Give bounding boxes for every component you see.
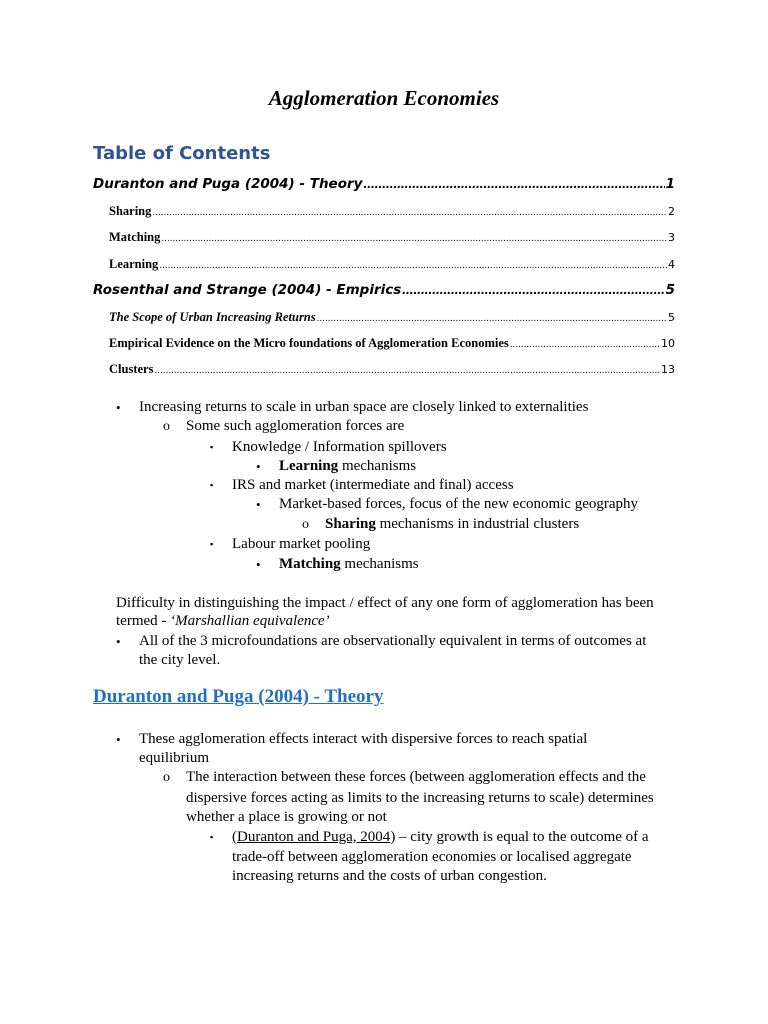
toc-entry-label: Learning bbox=[109, 257, 159, 271]
section-heading-duranton-puga[interactable]: Duranton and Puga (2004) - Theory bbox=[93, 686, 384, 707]
outline-item-text: mechanisms in industrial clusters bbox=[375, 516, 580, 532]
toc-leader-dots bbox=[317, 313, 667, 324]
toc-entry-duranton-puga[interactable] bbox=[93, 176, 675, 192]
paragraph-line: Difficulty in distinguishing the impact / effect of any one form of agglomeration has been bbox=[116, 595, 654, 611]
toc-leader-dots bbox=[363, 176, 664, 191]
outline-item: Market-based forces, focus of the new economic geography bbox=[279, 496, 639, 512]
section-item-line bbox=[232, 828, 649, 847]
bullet-glyph: • bbox=[116, 732, 121, 747]
bullet-glyph: • bbox=[116, 634, 121, 649]
outline-item bbox=[279, 555, 419, 574]
toc-entry-clusters[interactable] bbox=[109, 362, 675, 377]
outline-item: Some such agglomeration forces are bbox=[186, 418, 405, 434]
toc-entry-page: 4 bbox=[668, 258, 675, 271]
bullet-glyph: o bbox=[302, 517, 309, 532]
section-item-text: ) – city growth is equal to the outcome of a bbox=[390, 829, 649, 845]
bullet-glyph: • bbox=[256, 497, 261, 512]
bold-term: Sharing bbox=[325, 516, 376, 532]
toc-entry-matching[interactable] bbox=[109, 230, 675, 245]
toc-entry-learning[interactable] bbox=[109, 257, 675, 272]
bullet-glyph: o bbox=[163, 419, 170, 434]
section-item-line: dispersive forces acting as limits to the increasing returns to scale) determines bbox=[186, 790, 654, 806]
toc-entry-page: 13 bbox=[661, 363, 675, 376]
toc-entry-label: Rosenthal and Strange (2004) - Empirics bbox=[93, 282, 402, 298]
bullet-glyph: ▪ bbox=[210, 480, 214, 490]
outline-item bbox=[325, 515, 579, 534]
section-item-line: trade-off between agglomeration economies or localised aggregate bbox=[232, 849, 632, 865]
section-item-line: increasing returns and the costs of urban congestion. bbox=[232, 868, 547, 884]
toc-entry-page: 5 bbox=[668, 311, 675, 324]
toc-entry-label: Matching bbox=[109, 230, 161, 244]
outline-item: Increasing returns to scale in urban space are closely linked to externalities bbox=[139, 399, 589, 415]
outline-item: IRS and market (intermediate and final) access bbox=[232, 477, 514, 493]
toc-entry-page: 10 bbox=[661, 337, 675, 350]
bold-term: Matching bbox=[279, 556, 341, 572]
bullet-glyph: ▪ bbox=[210, 442, 214, 452]
toc-entry-label: Duranton and Puga (2004) - Theory bbox=[93, 176, 363, 192]
toc-leader-dots bbox=[510, 339, 660, 350]
toc-leader-dots bbox=[402, 282, 664, 297]
toc-entry-empirical-evidence[interactable] bbox=[109, 336, 675, 351]
toc-entry-scope[interactable] bbox=[109, 310, 675, 325]
toc-entry-sharing[interactable] bbox=[109, 204, 675, 219]
paragraph-bullet-line: the city level. bbox=[139, 652, 221, 668]
outline-item: Knowledge / Information spillovers bbox=[232, 439, 447, 455]
toc-leader-dots bbox=[161, 233, 667, 244]
section-item-line: whether a place is growing or not bbox=[186, 809, 387, 825]
toc-entry-label: Sharing bbox=[109, 204, 152, 218]
paragraph-text: termed - bbox=[116, 613, 171, 629]
bullet-glyph: ▪ bbox=[210, 832, 214, 842]
toc-heading: Table of Contents bbox=[93, 143, 271, 164]
section-item-line: equilibrium bbox=[139, 750, 209, 766]
bullet-glyph: • bbox=[116, 400, 121, 415]
paragraph-line bbox=[116, 612, 330, 631]
outline-item bbox=[279, 457, 416, 476]
bullet-glyph: • bbox=[256, 557, 261, 572]
italic-term: ‘Marshallian equivalence’ bbox=[170, 613, 330, 629]
toc-entry-rosenthal-strange[interactable] bbox=[93, 282, 675, 298]
outline-item-text: mechanisms bbox=[340, 556, 419, 572]
bullet-glyph: ▪ bbox=[210, 539, 214, 549]
section-item-line: These agglomeration effects interact with dispersive forces to reach spatial bbox=[139, 731, 588, 747]
bullet-glyph: o bbox=[163, 770, 170, 785]
toc-entry-page: 3 bbox=[668, 231, 675, 244]
toc-entry-label: Empirical Evidence on the Micro foundations of Agglomeration Economies bbox=[109, 336, 509, 350]
document-title: Agglomeration Economies bbox=[268, 86, 500, 110]
toc-entry-label: Clusters bbox=[109, 362, 154, 376]
toc-entry-page: 1 bbox=[665, 176, 675, 192]
toc-entry-page: 5 bbox=[665, 282, 675, 298]
toc-entry-page: 2 bbox=[668, 205, 675, 218]
paragraph-bullet-line: All of the 3 microfoundations are observationally equivalent in terms of outcomes at bbox=[139, 633, 647, 649]
toc-leader-dots bbox=[154, 365, 660, 376]
bold-term: Learning bbox=[279, 458, 339, 474]
toc-leader-dots bbox=[152, 207, 667, 218]
toc-entry-label: The Scope of Urban Increasing Returns bbox=[109, 310, 316, 324]
citation-link[interactable]: (Duranton and Puga, 2004 bbox=[232, 829, 391, 845]
toc-leader-dots bbox=[159, 260, 667, 271]
section-item-line: The interaction between these forces (between agglomeration effects and the bbox=[186, 769, 646, 785]
outline-item-text: mechanisms bbox=[338, 458, 417, 474]
bullet-glyph: • bbox=[256, 459, 261, 474]
outline-item: Labour market pooling bbox=[232, 536, 371, 552]
